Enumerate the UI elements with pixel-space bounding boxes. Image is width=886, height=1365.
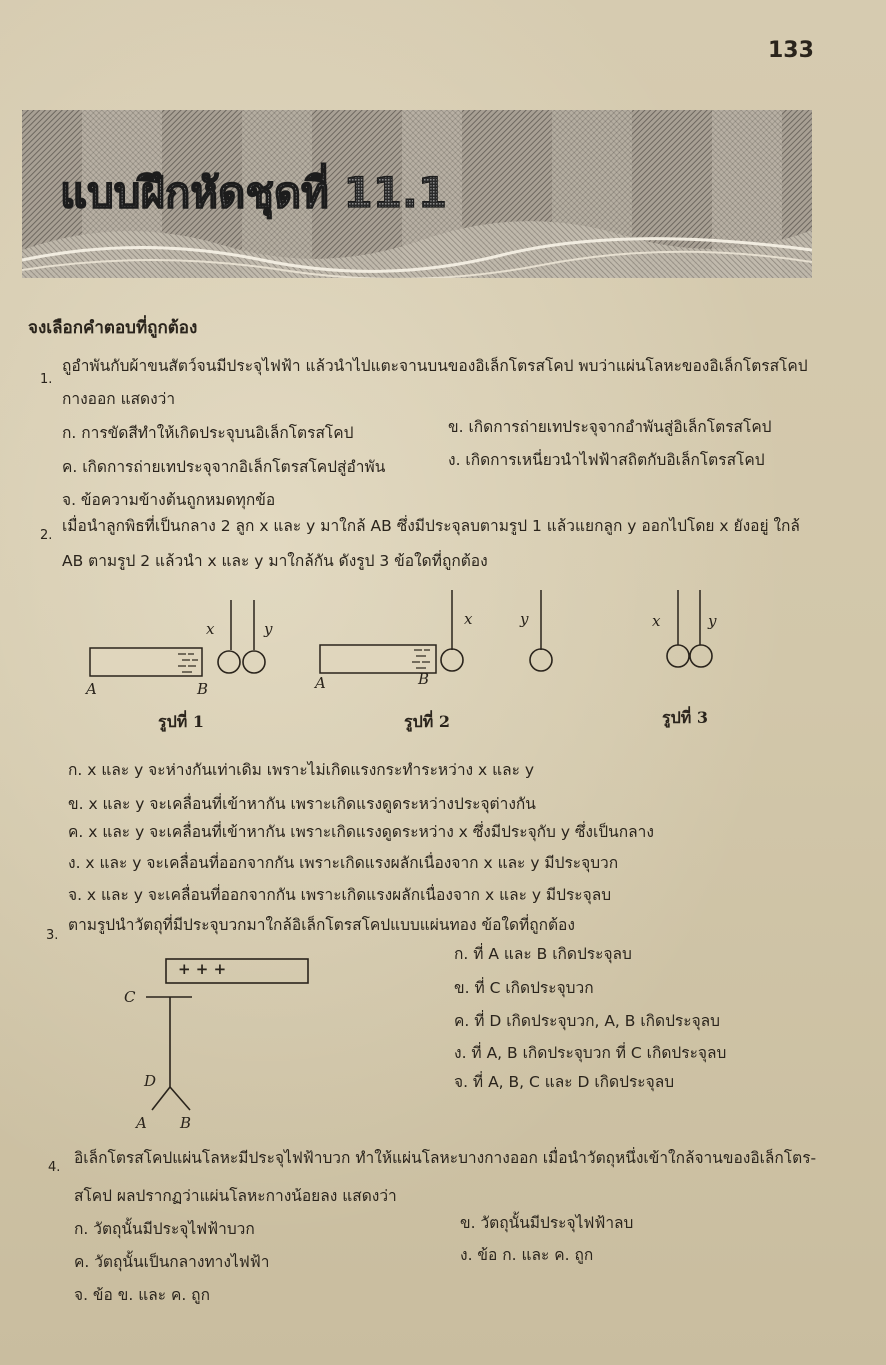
q1-option-b: ข. เกิดการถ่ายเทประจุจากอำพันสู่อิเล็กโตรสโคป (448, 418, 772, 436)
fig3-label-x: x (652, 612, 661, 630)
q1-number: 1. (40, 372, 53, 387)
q2-figure-1 (86, 596, 286, 696)
instruction-heading: จงเลือกคำตอบที่ถูกต้อง (28, 318, 198, 338)
fig1-label-A: A (86, 680, 97, 698)
q1-option-a: ก. การขัดสีทำให้เกิดประจุบนอิเล็กโตรสโคป (62, 424, 354, 442)
q1-stem-line1: ถูอำพันกับผ้าขนสัตว์จนมีประจุไฟฟ้า แล้วนำไปแตะจานบนของอิเล็กโตรสโคป พบว่าแผ่นโลหะของอิเล็กโตรสโคป (62, 357, 808, 375)
fig3-label-y: y (708, 612, 717, 630)
exercise-banner (22, 110, 812, 278)
q1-option-d: ง. เกิดการเหนี่ยวนำไฟฟ้าสถิตกับอิเล็กโตรสโคป (448, 451, 765, 469)
fig1-caption: รูปที่ 1 (158, 712, 204, 731)
q4-option-b: ข. วัตถุนั้นมีประจุไฟฟ้าลบ (460, 1214, 634, 1232)
q4-stem-line2: สโคป ผลปรากฏว่าแผ่นโลหะกางน้อยลง แสดงว่า (74, 1187, 397, 1205)
q3-plus-charges: + + + (178, 960, 227, 978)
banner-title: แบบฝึกหัดชุดที่ 11.1 (60, 168, 448, 217)
q2-option-c: ค. x และ y จะเคลื่อนที่เข้าหากัน เพราะเกิดแรงดูดระหว่าง x ซึ่งมีประจุกับ y ซึ่งเป็นกลาง (68, 823, 654, 841)
fig1-label-x: x (206, 620, 215, 638)
q2-option-d: ง. x และ y จะเคลื่อนที่ออกจากกัน เพราะเกิดแรงผลักเนื่องจาก x และ y มีประจุบวก (68, 854, 619, 872)
q4-number: 4. (48, 1160, 61, 1175)
q3-electroscope-figure (120, 955, 320, 1125)
fig2-label-y: y (520, 610, 529, 628)
q3-stem: ตามรูปนำวัตถุที่มีประจุบวกมาใกล้อิเล็กโตรสโคปแบบแผ่นทอง ข้อใดที่ถูกต้อง (68, 916, 575, 934)
q2-option-a: ก. x และ y จะห่างกันเท่าเดิม เพราะไม่เกิดแรงกระทำระหว่าง x และ y (68, 761, 535, 779)
q2-stem-line1: เมื่อนำลูกพิธที่เป็นกลาง 2 ลูก x และ y มาใกล้ AB ซึ่งมีประจุลบตามรูป 1 แล้วแยกลูก y ออกไปโดย x ยังอยู่ ใกล้ (62, 517, 800, 535)
q4-option-e: จ. ข้อ ข. และ ค. ถูก (74, 1286, 210, 1304)
q3-label-D: D (144, 1072, 157, 1090)
q1-option-c: ค. เกิดการถ่ายเทประจุจากอิเล็กโตรสโคปสู่อำพัน (62, 458, 386, 476)
q4-option-a: ก. วัตถุนั้นมีประจุไฟฟ้าบวก (74, 1220, 255, 1238)
fig2-label-x: x (464, 610, 473, 628)
fig2-label-A: A (315, 674, 326, 692)
q1-stem-line2: กางออก แสดงว่า (62, 390, 176, 408)
fig1-label-B: B (197, 680, 209, 698)
q2-number: 2. (40, 528, 53, 543)
q2-stem-line2: AB ตามรูป 2 แล้วนำ x และ y มาใกล้กัน ดังรูป 3 ข้อใดที่ถูกต้อง (62, 552, 488, 570)
q3-option-c: ค. ที่ D เกิดประจุบวก, A, B เกิดประจุลบ (454, 1012, 721, 1030)
q3-option-a: ก. ที่ A และ B เกิดประจุลบ (454, 945, 632, 963)
q1-option-e: จ. ข้อความข้างต้นถูกหมดทุกข้อ (62, 491, 276, 509)
q3-label-A: A (136, 1114, 147, 1132)
q3-label-B: B (180, 1114, 192, 1132)
fig2-caption: รูปที่ 2 (404, 712, 450, 731)
q2-figure-2 (316, 590, 566, 690)
page-number: 133 (768, 38, 814, 63)
q2-option-e: จ. x และ y จะเคลื่อนที่ออกจากกัน เพราะเกิดแรงผลักเนื่องจาก x และ y มีประจุลบ (68, 886, 612, 904)
fig1-label-y: y (264, 620, 273, 638)
q3-option-b: ข. ที่ C เกิดประจุบวก (454, 979, 594, 997)
q4-option-c: ค. วัตถุนั้นเป็นกลางทางไฟฟ้า (74, 1253, 270, 1271)
q3-option-e: จ. ที่ A, B, C และ D เกิดประจุลบ (454, 1073, 675, 1091)
fig3-caption: รูปที่ 3 (662, 708, 708, 727)
q2-option-b: ข. x และ y จะเคลื่อนที่เข้าหากัน เพราะเกิดแรงดูดระหว่างประจุต่างกัน (68, 795, 536, 813)
q3-number: 3. (46, 928, 59, 943)
q2-figure-3 (660, 590, 730, 680)
q4-option-d: ง. ข้อ ก. และ ค. ถูก (460, 1246, 594, 1264)
q3-label-C: C (124, 988, 136, 1006)
q3-option-d: ง. ที่ A, B เกิดประจุบวก ที่ C เกิดประจุลบ (454, 1044, 727, 1062)
fig2-label-B: B (418, 670, 430, 688)
q4-stem-line1: อิเล็กโตรสโคปแผ่นโลหะมีประจุไฟฟ้าบวก ทำให้แผ่นโลหะบางกางออก เมื่อนำวัตถุหนึ่งเข้าใกล้จานของอิเล็กโตร- (74, 1149, 817, 1167)
